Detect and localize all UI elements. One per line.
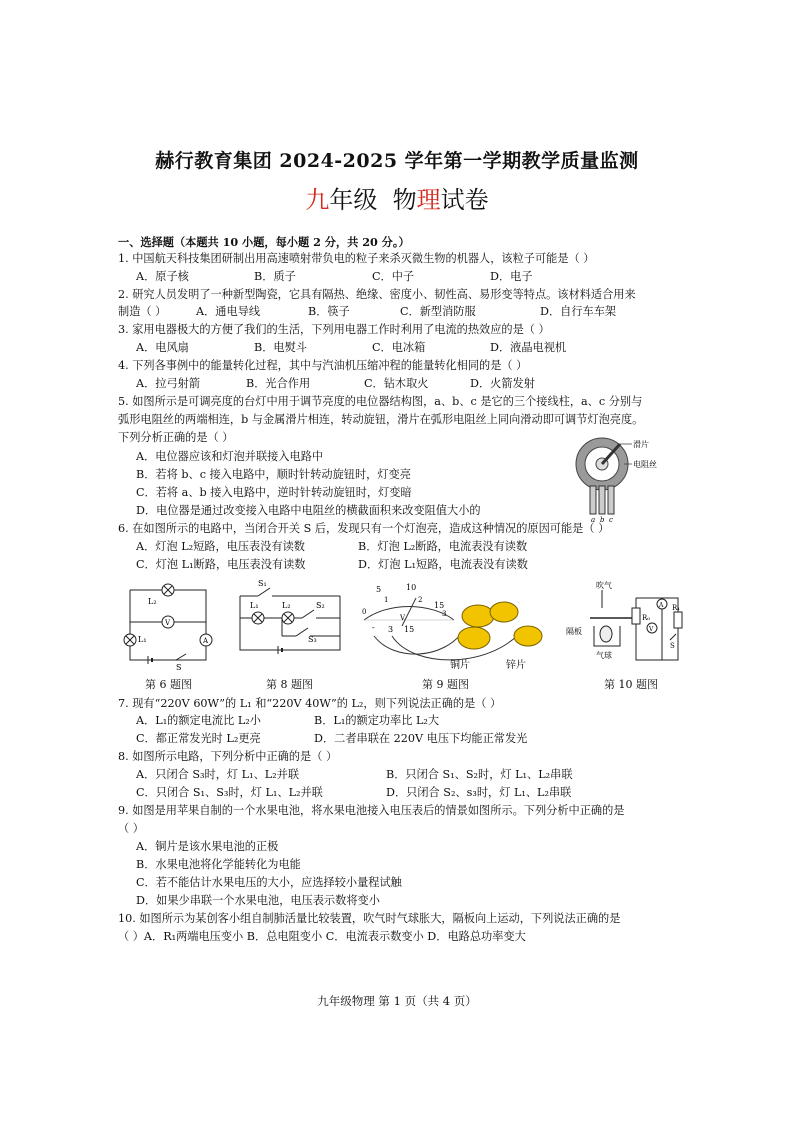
fig9-label-15b: 15: [404, 625, 415, 634]
fig9-caption: 第 9 题图: [422, 678, 469, 691]
suffix-label: 试卷: [440, 186, 489, 214]
fig6-label-l1: L₁: [138, 635, 147, 644]
fig6-label-l2: L₂: [148, 597, 157, 606]
q8-options-row1: [136, 768, 573, 782]
fig5-label-a: a: [591, 516, 596, 524]
q9-option-d: D．如果少串联一个水果电池，电压表示数将变小: [136, 894, 380, 907]
fig8-circuit: [232, 578, 344, 660]
q6-option-d: D．灯泡 L₁短路，电流表没有读数: [358, 558, 528, 571]
fig5-label-wire: 电阻丝: [633, 460, 657, 469]
fig8-label-s1: S₁: [258, 579, 267, 588]
fig9-label-10: 10: [406, 583, 417, 592]
fig10-label-blow: 吹气: [596, 581, 612, 590]
q5-stem3: 下列分析正确的是（ ）: [118, 431, 234, 444]
fig10-lung-capacity: [566, 578, 684, 666]
fig9-label-1: 1: [384, 596, 389, 604]
q5-stem: 5. 如图所示是可调亮度的台灯中用于调节亮度的电位器结构图，a、b、c 是它的三个接线柱，a、c 分别与: [118, 395, 643, 408]
fig10-label-partition: 隔板: [566, 627, 582, 636]
fig6-caption: 第 6 题图: [145, 678, 192, 691]
q1-options: [136, 270, 533, 284]
q9-option-b: B．水果电池将化学能转化为电能: [136, 858, 301, 871]
q8-options-row2: [136, 786, 571, 800]
q8-option-c: C．只闭合 S₁、S₃时，灯 L₁、L₂并联: [136, 786, 323, 799]
q7-option-c: C．都正常发光时 L₂更亮: [136, 732, 261, 745]
q1-option-a: A．原子核: [136, 270, 189, 283]
fig10-label-balloon: 气球: [596, 651, 612, 660]
q5-option-d: D．电位器是通过改变接入电路中电阻丝的横截面积来改变阻值大小的: [136, 504, 481, 517]
fig9-label-3: 3: [442, 610, 447, 618]
q7-option-b: B．L₁的额定功率比 L₂大: [314, 714, 440, 727]
fig9-label-15: 15: [434, 601, 445, 610]
fig6-label-a: A: [203, 637, 209, 645]
q6-options-row2: [136, 558, 528, 572]
q4-option-a: A．拉弓射箭: [136, 377, 201, 390]
q2-line2: [118, 305, 616, 319]
q3-option-d: D．液晶电视机: [490, 341, 567, 354]
exam-subtitle: [0, 180, 794, 215]
fig8-label-l1: L₁: [250, 601, 259, 610]
q8-stem: 8. 如图所示电路，下列分析中正确的是（ ）: [118, 750, 338, 763]
q3-options: [136, 341, 566, 355]
q2-stem: 2. 研究人员发明了一种新型陶瓷，它具有隔热、绝缘、密度小、韧性高、易形变等特点。该材料适合用来: [118, 288, 636, 301]
q7-options-row1: [136, 714, 439, 728]
q2-option-c: C．新型消防服: [400, 305, 476, 318]
q3-stem: 3. 家用电器极大的方便了我们的生活，下列用电器工作时利用了电流的热效应的是（ ）: [118, 323, 550, 336]
q1-option-d: D．电子: [490, 270, 533, 283]
q5-option-c: C．若将 a、b 接入电路中，逆时针转动旋钮时，灯变暗: [136, 486, 412, 499]
q3-option-a: A．电风扇: [136, 341, 189, 354]
q4-stem: 4. 下列各事例中的能量转化过程，其中与汽油机压缩冲程的能量转化相同的是（ ）: [118, 359, 528, 372]
q1-stem: 1. 中国航天科技集团研制出用高速喷射带负电的粒子来杀灭微生物的机器人，该粒子可能是（ ）: [118, 252, 595, 265]
fig6-label-s: S: [176, 663, 182, 670]
section-heading: 一、选择题（本题共 10 小题，每小题 2 分，共 20 分。）: [118, 235, 410, 249]
fig8-label-s2: S₂: [316, 601, 325, 610]
fig9-label-5: 5: [376, 585, 382, 594]
q5-stem2: 弧形电阻丝的两端相连，b 与金属滑片相连，转动旋钮，滑片在弧形电阻丝上同向滑动即可调节灯泡亮度。: [118, 413, 644, 426]
fig5-label-b: b: [600, 516, 605, 524]
q6-options-row1: [136, 540, 527, 554]
q2-stem2: 制造（ ）: [118, 305, 167, 318]
fig6-circuit: [118, 580, 218, 670]
fig9-label-3b: 3: [388, 625, 394, 634]
q7-stem: 7. 现有“220V 60W”的 L₁ 和“220V 40W”的 L₂，则下列说法正确的是（ ）: [118, 697, 502, 710]
q10-stem: 10. 如图所示为某创客小组自制肺活量比较装置，吹气时气球胀大，隔板向上运动，下列说法正确的是: [118, 912, 621, 925]
grade-first-char: 九: [305, 186, 330, 214]
q4-option-c: C．钻木取火: [364, 377, 429, 390]
q7-option-d: D．二者串联在 220V 电压下均能正常发光: [314, 732, 528, 745]
q4-option-d: D．火箭发射: [470, 377, 535, 390]
exam-title: 赫行教育集团 2024-2025 学年第一学期教学质量监测: [155, 150, 639, 172]
fig9-label-zinc: 锌片: [506, 660, 526, 671]
fig10-caption: 第 10 题图: [604, 678, 658, 691]
grade-rest: 年级: [329, 186, 378, 214]
fig9-label-v: V: [400, 614, 406, 622]
fig10-label-v: V: [649, 626, 654, 633]
fig10-label-a: A: [659, 602, 664, 609]
fig8-caption: 第 8 题图: [266, 678, 313, 691]
fig10-label-r0: R₀: [642, 614, 651, 622]
fig9-label-0: 0: [362, 608, 367, 616]
q10-stem2: （ ）A．R₁两端电压变小 B．总电阻变小 C．电流表示数变小 D．电路总功率变大: [118, 930, 526, 943]
fig5-label-c: c: [609, 516, 613, 524]
q4-options: [136, 377, 535, 391]
q2-option-d: D．自行车车架: [540, 305, 617, 318]
fig10-label-r1: R₁: [672, 604, 681, 612]
fig8-label-s3: S₃: [308, 635, 317, 644]
subject-label: 物理: [392, 186, 441, 214]
q8-option-d: D．只闭合 S₂、s₃时，灯 L₁、L₂串联: [386, 786, 572, 799]
q3-option-b: B．电熨斗: [254, 341, 307, 354]
q9-stem: 9. 如图是用苹果自制的一个水果电池，将水果电池接入电压表后的情景如图所示。下列分析中正确的是: [118, 804, 625, 817]
q2-option-a: A．通电导线: [196, 305, 261, 318]
q9-option-c: C．若不能估计水果电压的大小，应选择较小量程试触: [136, 876, 402, 889]
q6-stem: 6. 在如图所示的电路中，当闭合开关 S 后，发现只有一个灯泡亮，造成这种情况的原因可能是（ ）: [118, 522, 610, 535]
q1-option-c: C．中子: [372, 270, 415, 283]
potentiometer-figure: [568, 432, 672, 524]
q2-option-b: B．筷子: [308, 305, 350, 318]
q8-option-b: B．只闭合 S₁、S₂时，灯 L₁、L₂串联: [386, 768, 573, 781]
q9-stem2: （ ）: [118, 822, 144, 835]
q7-option-a: A．L₁的额定电流比 L₂小: [136, 714, 261, 727]
q1-option-b: B．质子: [254, 270, 296, 283]
q7-options-row2: [136, 732, 527, 746]
q6-option-b: B．灯泡 L₂断路，电流表没有读数: [358, 540, 528, 553]
fig6-label-v: V: [165, 619, 171, 627]
fig8-label-l2: L₂: [282, 601, 291, 610]
q6-option-a: A．灯泡 L₂短路，电压表没有读数: [136, 540, 305, 553]
fig9-fruit-battery: [354, 580, 556, 672]
fig9-label-minus: -: [372, 623, 375, 632]
fig10-label-s: S: [670, 642, 675, 650]
fig9-label-2: 2: [418, 596, 423, 604]
q6-option-c: C．灯泡 L₁断路，电压表没有读数: [136, 558, 306, 571]
q4-option-b: B．光合作用: [246, 377, 311, 390]
fig9-label-copper: 铜片: [450, 660, 470, 671]
fig5-label-slider: 滑片: [633, 440, 649, 449]
q5-option-b: B．若将 b、c 接入电路中，顺时针转动旋钮时，灯变亮: [136, 468, 411, 481]
q3-option-c: C．电冰箱: [372, 341, 426, 354]
q8-option-a: A．只闭合 S₃时，灯 L₁、L₂并联: [136, 768, 300, 781]
q9-option-a: A．铜片是该水果电池的正极: [136, 840, 279, 853]
q5-option-a: A．电位器应该和灯泡并联接入电路中: [136, 450, 324, 463]
page-footer: 九年级物理 第 1 页（共 4 页）: [317, 994, 477, 1008]
